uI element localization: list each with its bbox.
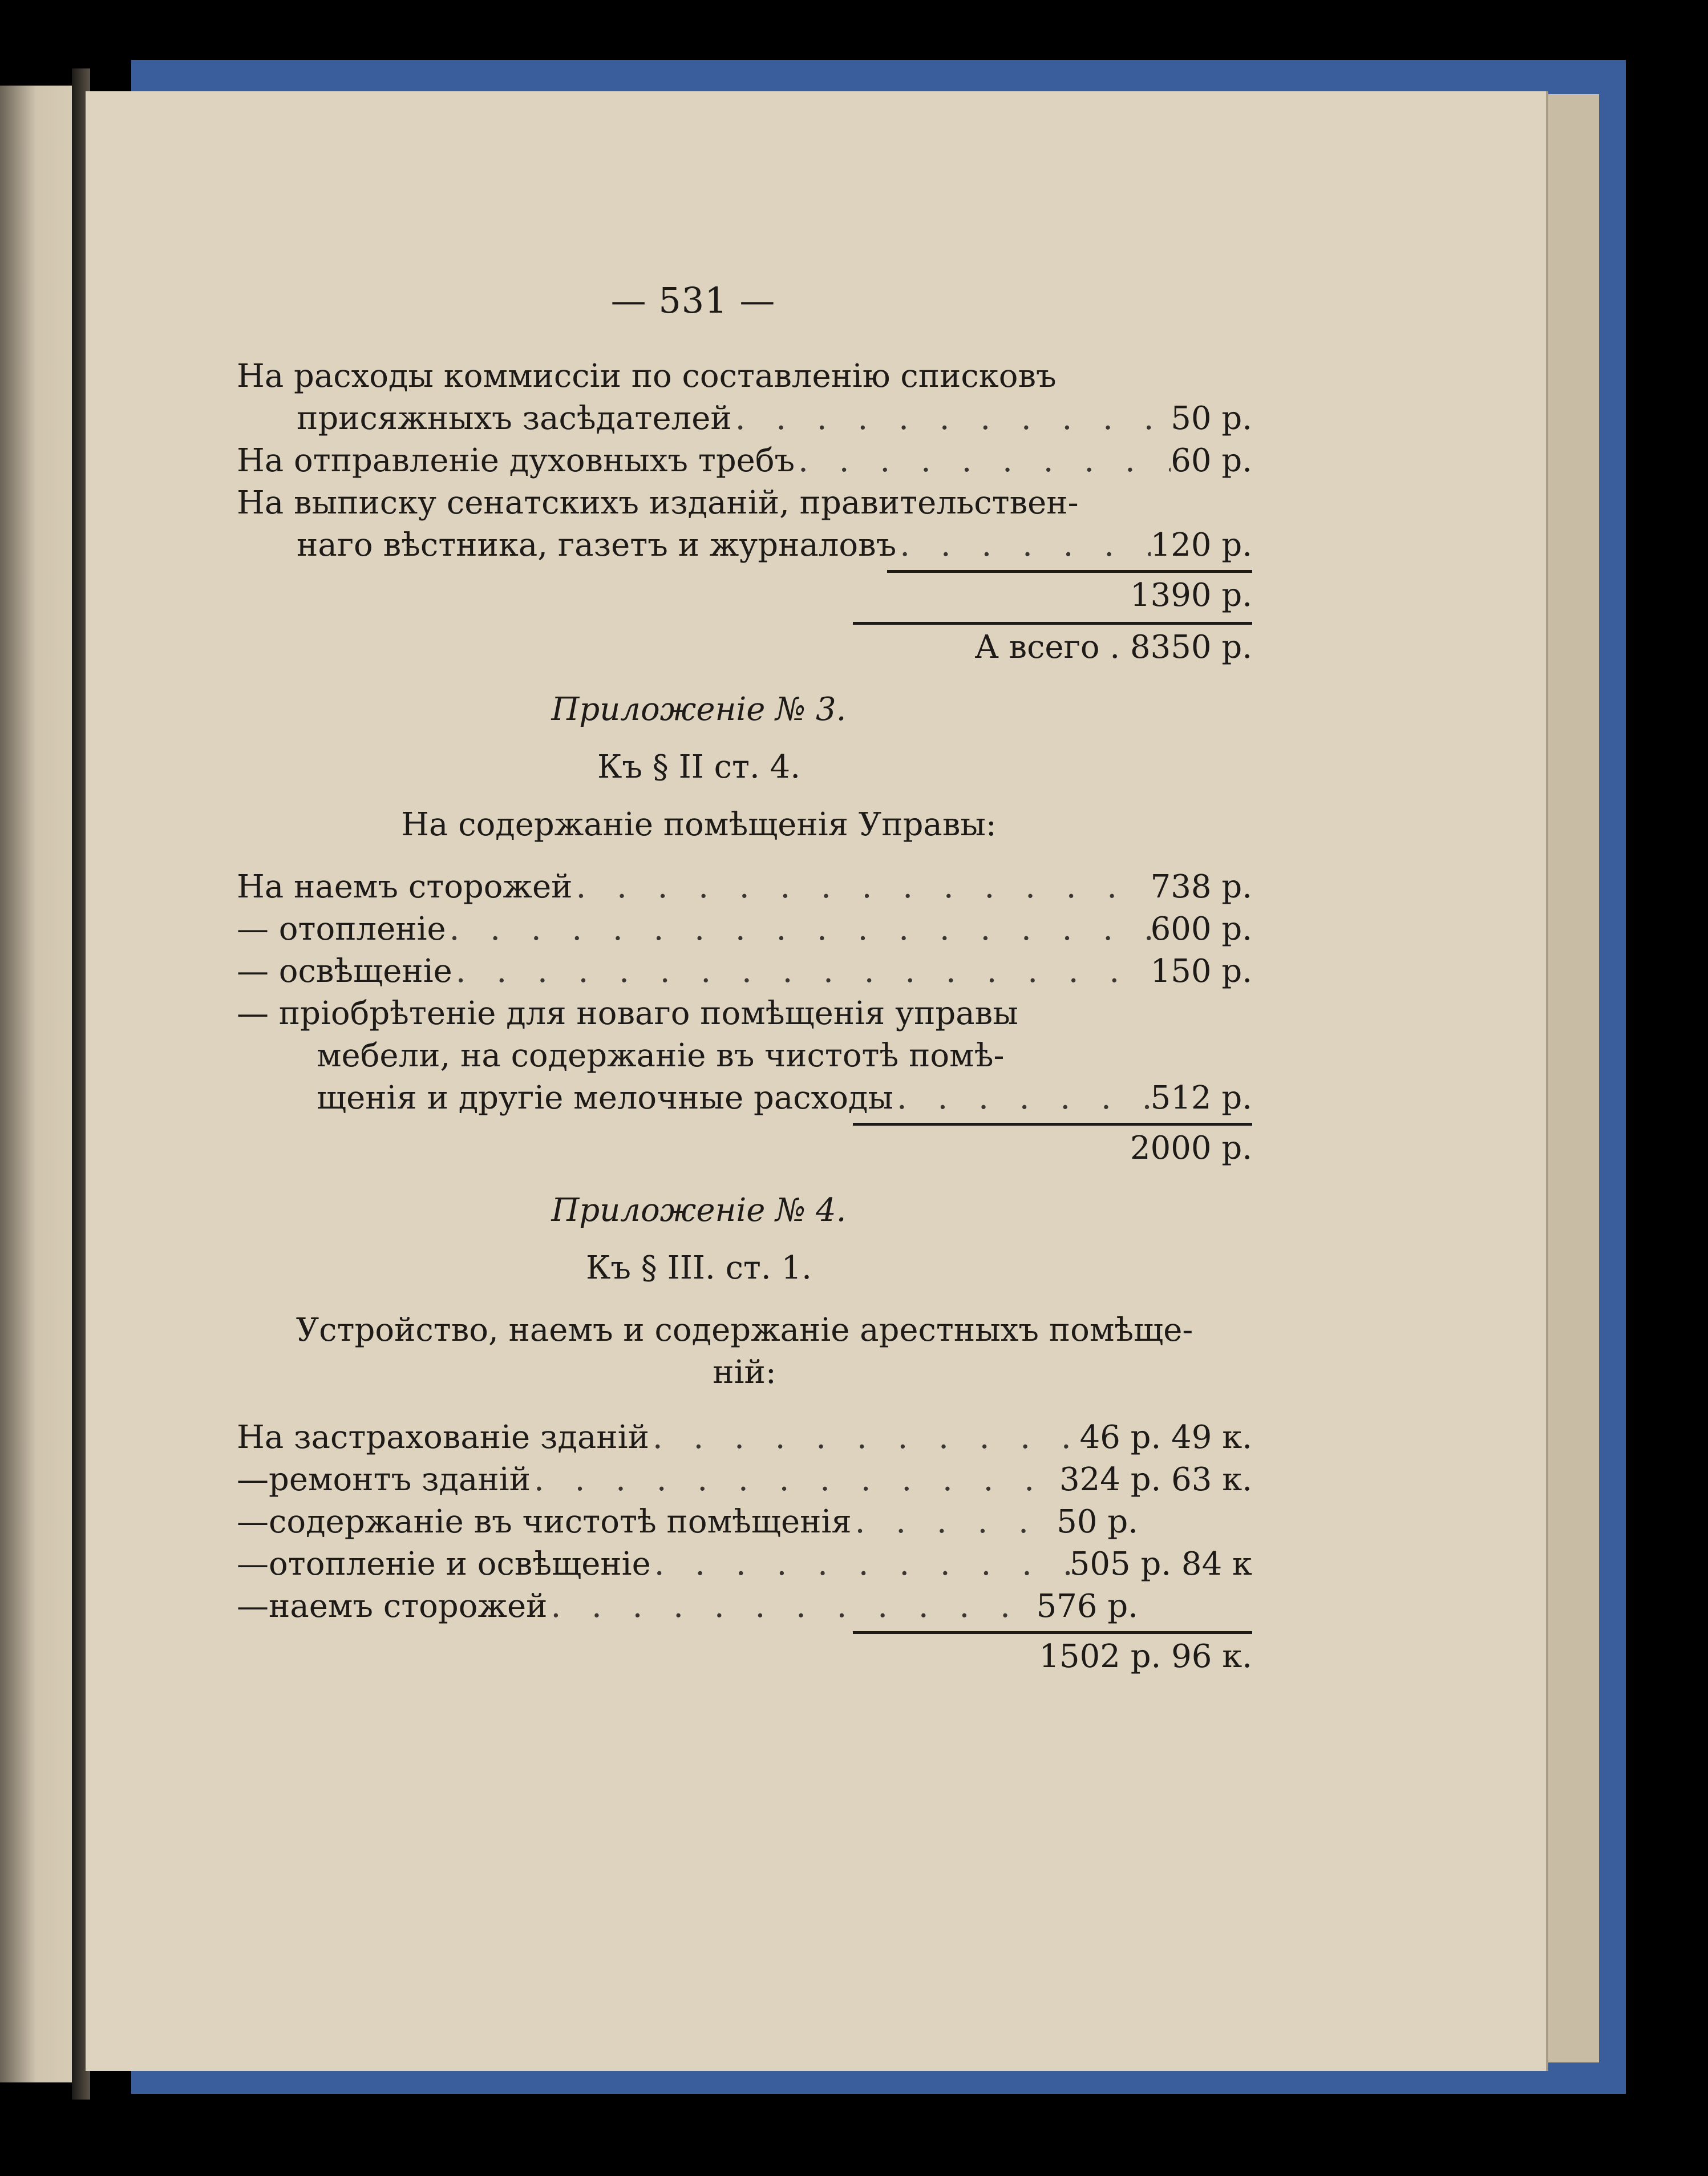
appendix-3-heading: На содержаніе помѣщенія Управы:: [401, 806, 997, 843]
leader-dots: [531, 1459, 1059, 1501]
expense-amount: 505 р. 84 к: [1069, 1546, 1252, 1583]
expense-label: —ремонтъ зданій: [237, 1461, 531, 1498]
expense-line: [237, 993, 1252, 1035]
expense-amount: 576 р.: [1036, 1588, 1138, 1625]
expense-amount: 600 р.: [1150, 911, 1252, 948]
expense-line: [237, 951, 1252, 993]
expense-amount: 46 р. 49 к.: [1079, 1419, 1252, 1456]
expense-line: [237, 1543, 1252, 1586]
leader-dots: [547, 1586, 1036, 1628]
page-number: — 531 —: [610, 280, 776, 321]
leader-dots: [572, 866, 1150, 908]
expense-line: [237, 1586, 1252, 1628]
appendix-4-heading: Устройство, наемъ и содержаніе арестныхъ помѣще-: [296, 1312, 1193, 1349]
expense-line: [237, 524, 1252, 567]
expense-label: присяжныхъ засѣдателей: [297, 400, 732, 437]
leader-dots: [649, 1417, 1080, 1459]
appendix-3-total: 2000 р.: [1130, 1130, 1252, 1167]
expense-label: —отопленіе и освѣщеніе: [237, 1546, 651, 1583]
expense-amount: 50 р.: [1057, 1503, 1138, 1540]
expense-label: щенія и другіе мелочные расходы: [317, 1079, 893, 1117]
leader-dots: [651, 1543, 1070, 1586]
expense-line: [237, 398, 1252, 440]
expense-amount: 738 р.: [1150, 868, 1252, 905]
appendix-4-total: 1502 р. 96 к.: [1039, 1638, 1252, 1675]
expense-label: наго вѣстника, газетъ и журналовъ: [297, 527, 897, 564]
leader-dots: [795, 440, 1171, 482]
expense-label: На застрахованіе зданій: [237, 1419, 649, 1456]
expense-label: —содержаніе въ чистотѣ помѣщенія: [237, 1503, 852, 1540]
expense-label: На выписку сенатскихъ изданій, правительствен-: [237, 484, 1079, 521]
leader-dots: [452, 951, 1151, 993]
expense-label: — освѣщеніе: [237, 953, 452, 990]
appendix-3-reference: Къ § II ст. 4.: [597, 749, 800, 786]
expense-label: —наемъ сторожей: [237, 1588, 548, 1625]
expense-amount: 512 р.: [1150, 1079, 1252, 1117]
expense-label: На наемъ сторожей: [237, 868, 573, 905]
expense-amount: 50 р.: [1171, 400, 1252, 437]
expense-label: На расходы коммиссіи по составленію списковъ: [237, 358, 1057, 395]
leader-dots: [893, 1077, 1151, 1119]
page-content: [237, 280, 1252, 1680]
expense-line: [237, 1459, 1252, 1501]
appendix-3-title: Приложеніе № 3.: [551, 691, 847, 728]
grand-total: А всего . 8350 р.: [974, 629, 1252, 666]
leader-dots: [852, 1501, 1057, 1543]
expense-line: [237, 1501, 1252, 1543]
expense-amount: 120 р.: [1150, 527, 1252, 564]
leader-dots: [446, 908, 1151, 951]
appendix-4-heading-cont: ній:: [713, 1354, 776, 1391]
expense-line: [237, 355, 1252, 398]
appendix-4-reference: Къ § III. ст. 1.: [586, 1249, 812, 1287]
expense-line: [237, 482, 1252, 524]
expense-amount: 324 р. 63 к.: [1059, 1461, 1252, 1498]
expense-label: — пріобрѣтеніе для новаго помѣщенія управы: [237, 995, 1018, 1032]
leader-dots: [896, 524, 1150, 567]
left-page-edge: [0, 86, 80, 2082]
expense-label: мебели, на содержаніе въ чистотѣ помѣ-: [317, 1037, 1005, 1074]
book-page: [86, 91, 1548, 2071]
expense-amount: 150 р.: [1150, 953, 1252, 990]
leader-dots: [732, 398, 1171, 440]
expense-line: [237, 908, 1252, 951]
expense-label: — отопленіе: [237, 911, 446, 948]
expense-line: [237, 440, 1252, 482]
expense-line: [237, 1077, 1252, 1119]
expense-line: [237, 1417, 1252, 1459]
expense-label: На отправленіе духовныхъ требъ: [237, 442, 795, 479]
subtotal: 1390 р.: [1130, 577, 1252, 614]
expense-line: [237, 866, 1252, 908]
appendix-4-title: Приложеніе № 4.: [551, 1192, 847, 1229]
expense-amount: 60 р.: [1171, 442, 1252, 479]
expense-line: [237, 1035, 1252, 1077]
